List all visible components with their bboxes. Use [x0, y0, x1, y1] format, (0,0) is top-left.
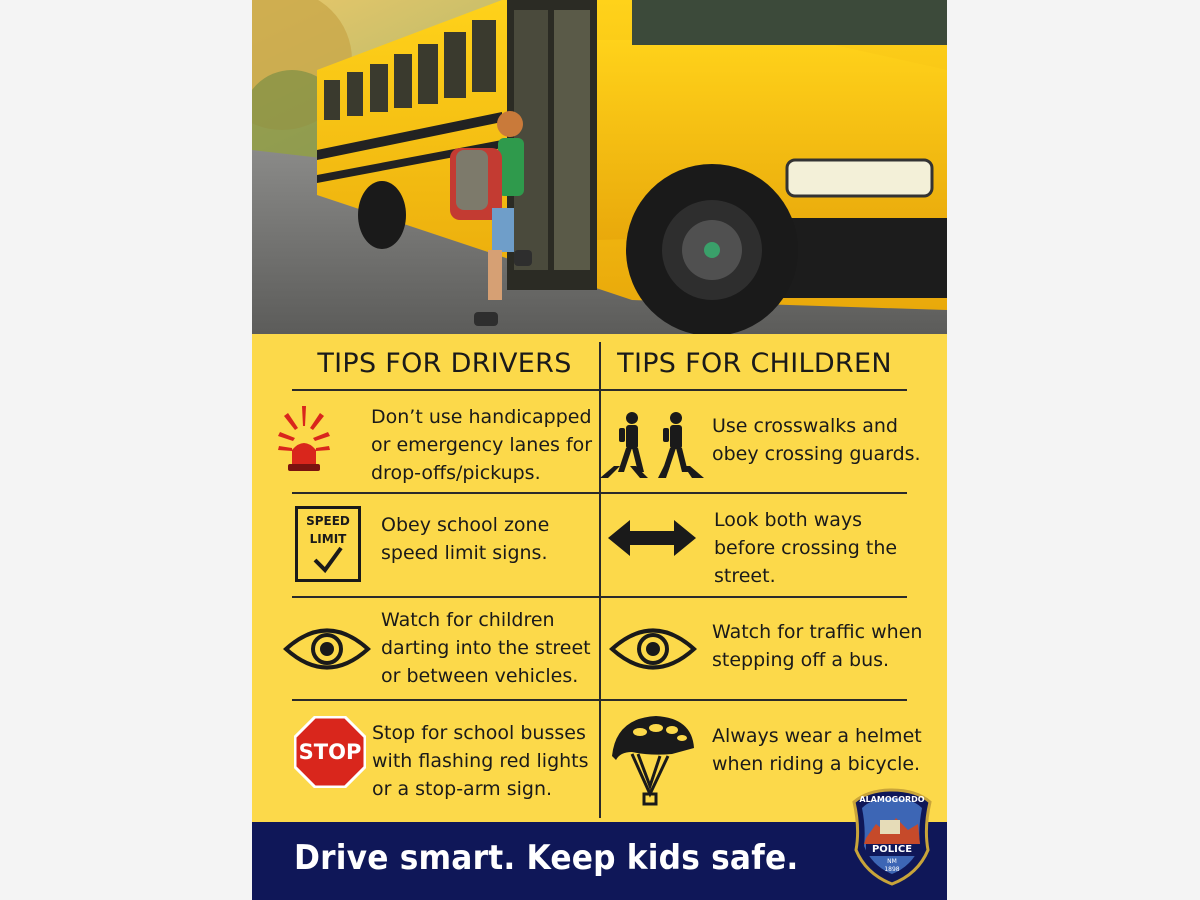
helmet-icon	[610, 714, 696, 812]
pedestrians-icon	[600, 410, 706, 484]
child-tip-3: Watch for traffic when stepping off a bus.	[712, 621, 923, 671]
double-arrow-icon	[608, 520, 696, 560]
drivers-heading: TIPS FOR DRIVERS	[317, 348, 572, 379]
driver-tip-2: Obey school zone speed limit signs.	[381, 514, 550, 564]
row-divider	[292, 596, 907, 598]
badge-police: POLICE	[871, 844, 913, 855]
child-tip-2: Look both ways before crossing the street.	[714, 509, 898, 587]
speed-sign-label-2: LIMIT	[309, 532, 347, 546]
driver-tip-1: Don’t use handicapped or emergency lanes for drop-offs/pickups.	[371, 406, 593, 484]
driver-tip-3: Watch for children darting into the street or between vehicles.	[381, 609, 591, 687]
row-divider	[292, 492, 907, 494]
footer-banner	[252, 822, 947, 900]
school-bus-photo	[252, 0, 947, 334]
row-divider	[292, 699, 907, 701]
speed-sign-label-1: SPEED	[306, 514, 350, 528]
heading-divider	[292, 389, 907, 391]
emergency-light-icon	[278, 406, 330, 476]
child-tip-1: Use crosswalks and obey crossing guards.	[712, 415, 921, 465]
police-badge	[852, 788, 932, 890]
children-heading: TIPS FOR CHILDREN	[617, 348, 892, 379]
driver-tip-4: Stop for school busses with flashing red lights or a stop-arm sign.	[372, 722, 589, 800]
badge-state: NM	[887, 858, 897, 865]
slogan: Drive smart. Keep kids safe.	[294, 838, 799, 878]
eye-icon	[283, 624, 371, 678]
child-tip-4: Always wear a helmet when riding a bicycle.	[712, 725, 922, 775]
badge-city: ALAMOGORDO	[859, 795, 925, 804]
speed-limit-sign-icon	[295, 506, 361, 586]
stop-sign-icon	[294, 716, 366, 792]
eye-icon	[609, 624, 697, 678]
badge-year: 1898	[884, 866, 900, 873]
stop-sign-label: STOP	[298, 740, 362, 764]
safety-poster	[252, 0, 947, 900]
